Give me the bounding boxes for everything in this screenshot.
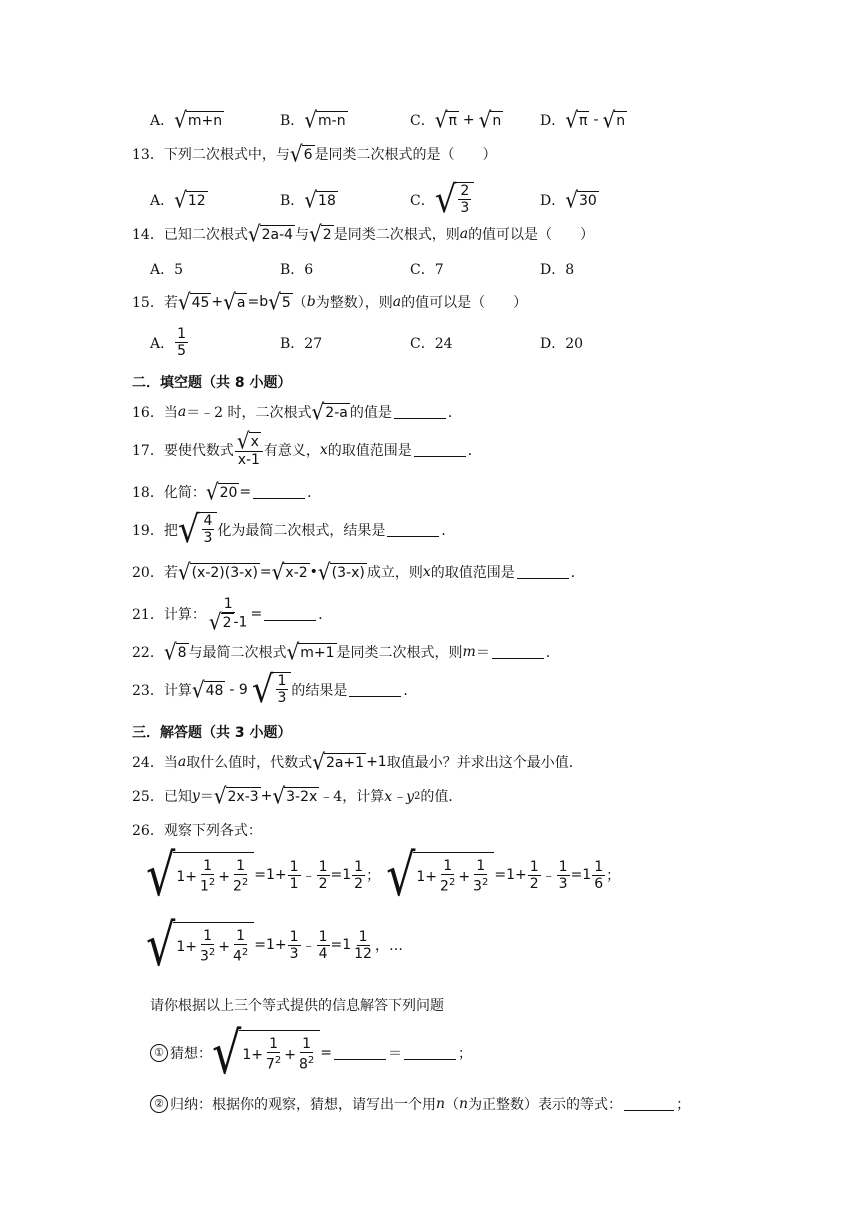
radical: √ 6	[289, 140, 313, 167]
question-text: 把	[163, 523, 178, 539]
question-number: 24．	[132, 755, 164, 771]
question-text: （	[445, 1097, 460, 1113]
answer-blank[interactable]	[334, 1047, 386, 1060]
radicand: 12	[187, 192, 206, 209]
question-text: 的结果是	[291, 683, 348, 699]
question-text: 的值可以是（ ）	[401, 295, 528, 311]
answer-blank[interactable]	[624, 1098, 674, 1111]
question-text: 为正整数）表示的等式：	[468, 1097, 623, 1113]
operator: •	[309, 564, 318, 580]
question-text: 若	[163, 565, 178, 581]
q14-option-a[interactable]: A．5	[150, 262, 184, 278]
question-number: 16．	[132, 405, 164, 421]
radical: √ 2a-4	[247, 220, 294, 247]
punctuation: ．	[447, 405, 462, 421]
answer-blank[interactable]	[394, 406, 446, 419]
question-text: 归纳：根据你的观察，猜想，请写出一个用	[170, 1097, 436, 1113]
question-number: 19．	[132, 523, 164, 539]
circled-number: ①	[150, 1044, 168, 1062]
question-number: 23．	[132, 683, 164, 699]
variable: a	[177, 754, 187, 770]
option-label: D．	[540, 193, 566, 209]
q12-option-b[interactable]	[280, 106, 410, 133]
question-number: 15．	[132, 295, 164, 311]
answer-blank[interactable]	[264, 608, 316, 621]
question-number: 22．	[132, 645, 164, 661]
expression: x﹣y	[384, 789, 415, 805]
question-20	[132, 558, 585, 585]
q12-option-c[interactable]	[410, 106, 540, 133]
question-text: 取值最小？并求出这个最小值．	[386, 755, 583, 771]
radical: √ 2x-3	[213, 782, 259, 809]
section-heading-solve: 三．解答题（共 3 小题）	[132, 725, 292, 741]
question-number: 20．	[132, 565, 164, 581]
operator: +	[211, 294, 224, 310]
option-label: A．	[150, 335, 175, 352]
question-text: 成立，则	[366, 565, 423, 581]
radical: √ 2	[208, 608, 232, 636]
punctuation: ．	[545, 645, 560, 661]
radicand: x-2	[285, 564, 308, 581]
denominator: 3	[460, 200, 470, 216]
radicand: 2	[322, 226, 332, 243]
question-text: 与最简二次根式	[188, 645, 287, 661]
question-text: ﹣4，计算	[319, 789, 385, 805]
radical: √ n	[602, 106, 626, 133]
variable: n	[436, 1096, 446, 1112]
numerator: 1	[223, 596, 233, 612]
operator: -	[593, 112, 599, 128]
punctuation: ．	[467, 443, 482, 459]
radical: √ 2	[309, 220, 332, 247]
option-label: D．	[540, 113, 566, 129]
radical: √ (x-2)(3-x)	[177, 558, 258, 585]
operator: +1	[366, 754, 387, 770]
radical: √ 30	[565, 186, 597, 213]
question-text: 计算：	[163, 607, 206, 623]
radical: √ $\frac{1}{3}$	[252, 672, 292, 708]
radicand: 5	[281, 294, 291, 311]
radical: √ x-2	[271, 558, 308, 585]
variable: a	[392, 294, 402, 310]
q12-options	[150, 106, 670, 133]
radical: √ 18	[304, 186, 336, 213]
radicand: n	[492, 112, 502, 129]
operator: +	[260, 788, 273, 804]
operator: - 9	[229, 682, 248, 698]
question-text: 化简：	[163, 485, 206, 501]
question-text: 猜想：	[170, 1046, 212, 1062]
question-number: 14．	[132, 227, 164, 243]
question-text: ＝	[199, 789, 214, 805]
radicand: (x-2)(3-x)	[191, 564, 258, 581]
radical: √ 8	[163, 638, 187, 665]
question-text: 取什么值时，代数式	[186, 755, 313, 771]
q26-part-2: ② 归纳：根据你的观察，猜想，请写出一个用 n （ n 为正整数）表示的等式： ；	[150, 1094, 690, 1114]
question-text: 有意义，	[263, 443, 320, 459]
operator: =	[259, 564, 272, 580]
question-18	[132, 478, 322, 505]
question-text: 的值可以是（ ）	[468, 227, 595, 243]
radicand: n	[616, 112, 626, 129]
variable: y	[191, 788, 200, 804]
equation-3: √ 1+ $\frac{1}{3^2}$ + $\frac{1}{4^2}$	[146, 922, 254, 968]
punctuation: ．	[307, 485, 322, 501]
question-21	[132, 596, 333, 636]
punctuation: ．	[570, 565, 585, 581]
question-text: 计算	[163, 683, 192, 699]
question-number: 18．	[132, 485, 164, 501]
option-label: A．	[150, 193, 175, 209]
question-text: 是同类二次根式，则	[336, 645, 463, 661]
question-text: 下列二次根式中，与	[163, 147, 290, 163]
question-text: 若	[163, 295, 178, 311]
question-15	[132, 288, 528, 315]
question-text: ＝	[475, 645, 490, 661]
radical: √ m-n	[304, 106, 346, 133]
radicand: 8	[177, 644, 187, 661]
radical: √ $\frac{2}{3}$	[435, 182, 475, 218]
q15-option-a[interactable]	[150, 326, 280, 359]
variable: n	[459, 1096, 469, 1112]
denominator: 5	[177, 343, 187, 359]
radical: √ x	[236, 427, 259, 455]
question-number: 25．	[132, 789, 164, 805]
question-text: （	[292, 295, 307, 311]
question-17	[132, 427, 482, 468]
answer-blank[interactable]	[517, 566, 569, 579]
circled-number: ②	[150, 1095, 168, 1113]
question-13	[132, 140, 497, 167]
section-heading-fill-in: 二．填空题（共 8 小题）	[132, 375, 292, 391]
question-19	[132, 508, 456, 552]
denominator: 3	[277, 690, 287, 706]
question-text: 化为最简二次根式，结果是	[217, 523, 386, 539]
denominator: x-1	[237, 452, 260, 468]
question-16	[132, 398, 462, 425]
q14-option-c[interactable]: C．7	[410, 262, 444, 278]
q26-equation-row-2: √ 1+ $\frac{1}{3^2}$ + $\frac{1}{4^2}$ =1+ $\frac{1}{3}$ ﹣ $\frac{1}{4}$ =1 $\frac{1}{12}$ ，…	[146, 911, 403, 979]
question-text: 与	[295, 227, 310, 243]
q13-option-b[interactable]	[280, 186, 410, 213]
radicand: a	[236, 294, 246, 311]
punctuation: ．	[441, 523, 456, 539]
radical: √ 2a+1	[312, 748, 365, 775]
radical: √ 2-a	[311, 398, 348, 425]
q14-options	[150, 259, 670, 279]
radicand: π	[578, 112, 588, 129]
radicand: 18	[318, 192, 336, 209]
variable: a	[459, 226, 469, 242]
answer-blank[interactable]	[404, 1047, 456, 1060]
radicand: 2x-3	[227, 788, 259, 805]
radicand: 2	[222, 615, 232, 631]
question-25	[132, 782, 463, 809]
answer-blank[interactable]	[492, 646, 544, 659]
radicand: 6	[303, 146, 313, 163]
q26-equation-row-1: √ 1+ $\frac{1}{1^2}$ + $\frac{1}{2^2}$ =1+ $\frac{1}{1}$ ﹣ $\frac{1}{2}$ =1 $\frac{1}{2}$ ； √ 1+ $\frac{1}{2^2}$ + $\frac{1}{3^2}$ =1+ $\frac{1}{2}$ ﹣ $\frac{1}{3}$ =1 $\frac{1}{6}$ ；	[146, 841, 621, 909]
variable: x	[422, 564, 431, 580]
q14-option-d[interactable]: D．8	[540, 262, 575, 278]
radicand: 2a+1	[325, 754, 365, 771]
radical: √ 5	[268, 288, 291, 315]
equation-1: √ 1+ $\frac{1}{1^2}$ + $\frac{1}{2^2}$	[146, 852, 254, 898]
radical: √ 45	[177, 288, 210, 315]
question-text: 当	[163, 405, 178, 421]
question-text: 是同类二次根式，则	[333, 227, 460, 243]
option-label: C．	[410, 113, 435, 129]
punctuation: ．	[318, 607, 333, 623]
operator: +	[462, 112, 475, 128]
radical: √ π	[565, 106, 588, 133]
q13-option-d[interactable]	[540, 186, 670, 213]
answer-blank[interactable]	[253, 486, 305, 499]
q15-option-c[interactable]: C．24	[410, 335, 453, 352]
radicand: x	[250, 434, 259, 450]
question-text: 的取值范围是	[327, 443, 412, 459]
variable: m	[462, 644, 476, 660]
operator: =	[239, 484, 252, 500]
radicand: π	[448, 112, 457, 129]
q13-options	[150, 178, 670, 222]
radical: √ m+n	[174, 106, 223, 133]
answer-blank[interactable]	[349, 684, 401, 697]
option-label: B．	[280, 193, 305, 209]
question-23	[132, 668, 418, 712]
radicand: 48	[205, 682, 224, 699]
radical: √ m+1	[286, 638, 335, 665]
operator: =	[250, 606, 263, 622]
question-text: 的值．	[420, 789, 463, 805]
answer-blank[interactable]	[387, 524, 439, 537]
radical: √ 3-2x	[272, 782, 318, 809]
q26-instruction: 请你根据以上三个等式提供的信息解答下列问题	[150, 998, 444, 1014]
radicand: m+n	[187, 112, 223, 129]
variable: x	[319, 442, 328, 458]
radicand: 45	[191, 294, 210, 311]
q12-option-a[interactable]	[150, 106, 280, 133]
radicand: m+1	[300, 644, 335, 661]
denominator: 3	[203, 530, 213, 546]
question-text: 已知二次根式	[163, 227, 248, 243]
question-number: 13．	[132, 147, 164, 163]
radical: √ 48	[191, 676, 224, 703]
question-text: ＝﹣2 时，二次根式	[186, 405, 312, 421]
variable: b	[306, 294, 316, 310]
q13-option-a[interactable]	[150, 186, 280, 213]
question-text: 观察下列各式：	[163, 823, 262, 839]
question-text: 的取值范围是	[430, 565, 515, 581]
radicand: 3-2x	[286, 788, 318, 805]
q12-option-d[interactable]	[540, 106, 670, 133]
question-24	[132, 748, 583, 775]
answer-blank[interactable]	[414, 444, 466, 457]
question-text: 要使代数式	[163, 443, 234, 459]
question-text: 为整数），则	[315, 295, 393, 311]
q26-part-1: ① 猜想： √ 1+ $\frac{1}{7^2}$ + $\frac{1}{8^2}$ = ＝ ；	[150, 1030, 472, 1076]
option-label: C．	[410, 193, 435, 209]
equation-2: √ 1+ $\frac{1}{2^2}$ + $\frac{1}{3^2}$	[386, 852, 494, 898]
radical: √ n	[478, 106, 502, 133]
numerator: 4	[203, 513, 213, 529]
question-14	[132, 220, 595, 247]
q13-option-c[interactable]	[410, 178, 540, 222]
question-number: 21．	[132, 607, 164, 623]
radical: √ π	[434, 106, 457, 133]
question-text: 是同类二次根式的是（ ）	[314, 147, 497, 163]
q15-option-b[interactable]: B．27	[280, 335, 323, 352]
punctuation: ．	[403, 683, 418, 699]
radicand: 2a-4	[261, 226, 294, 243]
q15-options	[150, 326, 670, 359]
question-text: 的值是	[349, 405, 392, 421]
question-text: 当	[163, 755, 178, 771]
question-26	[132, 820, 262, 840]
radical: √ a	[223, 288, 246, 315]
exponent: 2	[414, 790, 421, 802]
option-label: B．	[280, 113, 305, 129]
radicand: m-n	[318, 112, 346, 129]
question-number: 17．	[132, 443, 164, 459]
variable: a	[177, 404, 187, 420]
question-number: 26．	[132, 823, 164, 839]
radicand: (3-x)	[331, 564, 365, 581]
q15-option-d[interactable]: D．20	[540, 335, 584, 352]
radical: √ (3-x)	[317, 558, 365, 585]
q14-option-b[interactable]: B．6	[280, 262, 314, 278]
numerator: 1	[177, 326, 187, 342]
question-22	[132, 638, 560, 665]
radical: √ 12	[174, 186, 206, 213]
operator: =b	[247, 294, 269, 310]
numerator: 2	[460, 183, 470, 199]
radicand: 30	[578, 192, 597, 209]
denominator-tail: -1	[233, 614, 248, 631]
radical: √ 20	[205, 478, 238, 505]
radical: √ $\frac{4}{3}$	[178, 512, 218, 548]
question-text: 已知	[163, 789, 192, 805]
radicand: 2-a	[325, 404, 348, 421]
radicand: 20	[219, 484, 238, 501]
radical: √ 1+ $\frac{1}{7^2}$ + $\frac{1}{8^2}$	[212, 1030, 320, 1076]
numerator: 1	[277, 673, 287, 689]
option-label: A．	[150, 113, 175, 129]
